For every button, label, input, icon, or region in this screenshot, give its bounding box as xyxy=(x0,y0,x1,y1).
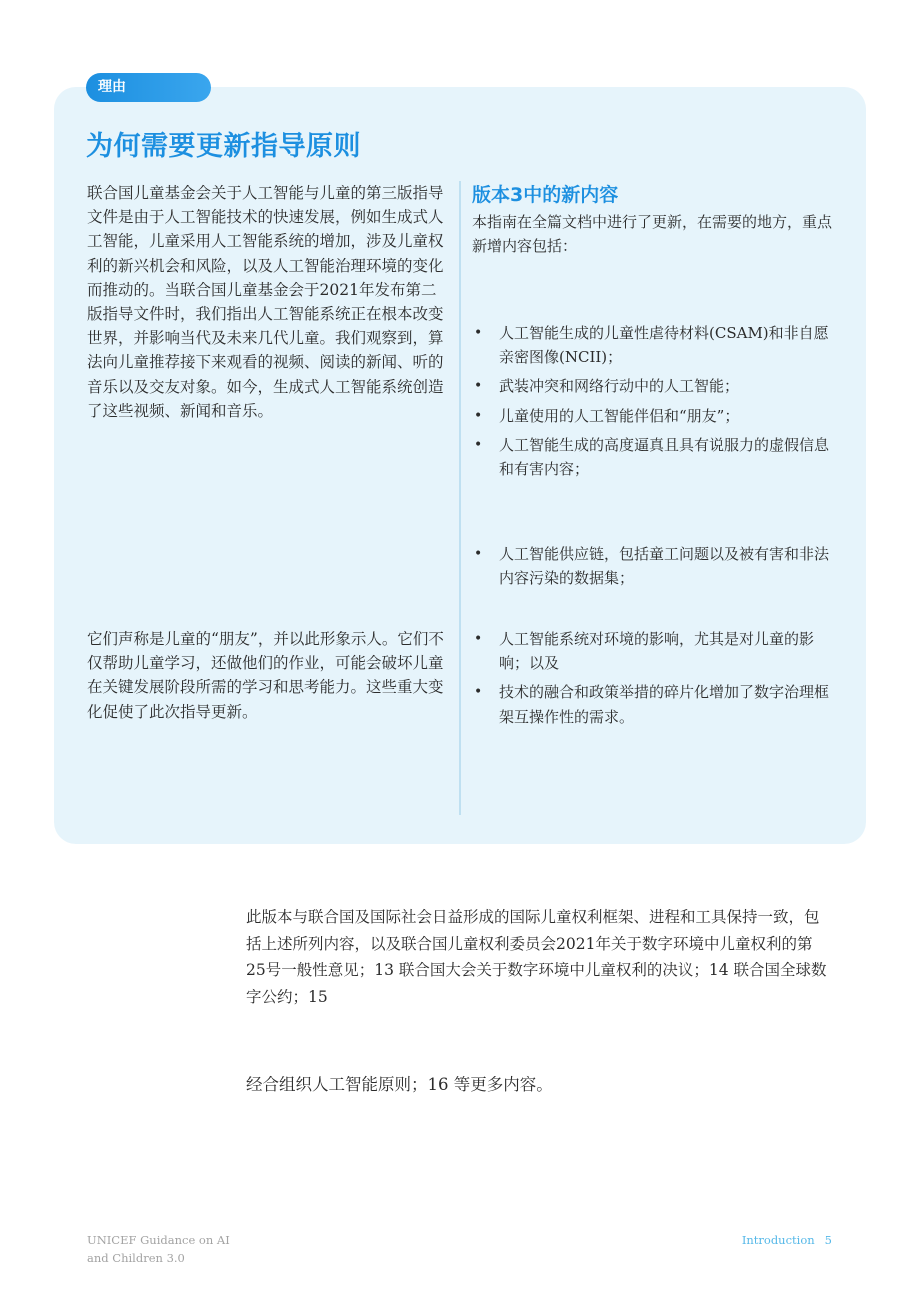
body-paragraph-2: 经合组织人工智能原则；16 等更多内容。 xyxy=(246,1075,553,1094)
bullet-icon: • xyxy=(474,325,483,341)
list-item-text: 人工智能系统对环境的影响，尤其是对儿童的影响；以及 xyxy=(499,630,815,673)
list-item xyxy=(472,680,832,728)
list-item xyxy=(472,374,832,398)
body-paragraph-1: 此版本与联合国及国际社会日益形成的国际儿童权利框架、进程和工具保持一致，包括上述所列内容，以及联合国儿童权利委员会2021年关于数字环境中儿童权利的第25号一般性意见；13 联合国大会关于数字环境中儿童权利的决议；14 联合国全球数字公约；15 xyxy=(246,908,827,1006)
list-item-text: 儿童使用的人工智能伴侣和“朋友”； xyxy=(499,406,740,425)
whats-new-intro: 本指南在全篇文档中进行了更新，在需要的地方，重点新增内容包括： xyxy=(472,213,833,256)
new-content-list-a xyxy=(472,321,832,486)
list-item xyxy=(472,433,832,481)
footer-section-link[interactable]: Introduction xyxy=(741,1233,815,1247)
list-item-text: 武装冲突和网络行动中的人工智能； xyxy=(499,377,740,396)
list-item xyxy=(472,321,832,369)
list-item-text: 人工智能生成的高度逼真且具有说服力的虚假信息和有害内容； xyxy=(499,435,830,479)
list-item xyxy=(472,627,832,675)
new-content-list-c xyxy=(472,627,832,734)
list-item xyxy=(472,404,832,428)
page-number: 5 xyxy=(824,1233,832,1247)
left-paragraph-2: 它们声称是儿童的“朋友”，并以此形象示人。它们不仅帮助儿童学习，还做他们的作业，可能会破坏儿童在关键发展阶段所需的学习和思考能力。这些重大变化促使了此次指导更新。 xyxy=(87,630,444,721)
footer-page-info xyxy=(742,1232,832,1250)
left-paragraph-1: 联合国儿童基金会关于人工智能与儿童的第三版指导文件是由于人工智能技术的快速发展，例如生成式人工智能，儿童采用人工智能系统的增加，涉及儿童权利的新兴机会和风险，以及人工智能治理环境的变化而推动的。当联合国儿童基金会于2021年发布第二版指导文件时，我们指出人工智能系统正在根本改变世界，并影响当代及未来几代儿童。我们观察到，算法向儿童推荐接下来观看的视频、阅读的新闻、听的音乐以及交友对象。如今，生成式人工智能系统创造了这些视频、新闻和音乐。 xyxy=(87,184,444,420)
bullet-icon: • xyxy=(474,684,483,701)
footer-doc-title: UNICEF Guidance on AI and Children 3.0 xyxy=(87,1233,230,1265)
bullet-icon: • xyxy=(474,407,483,424)
bullet-icon: • xyxy=(474,631,483,647)
column-divider xyxy=(459,181,461,815)
new-content-list-b xyxy=(472,542,832,595)
bullet-icon: • xyxy=(474,436,483,453)
page-title: 为何需要更新指导原则 xyxy=(86,131,361,162)
section-tag: 理由 xyxy=(86,73,211,102)
list-item-text: 人工智能供应链，包括童工问题以及被有害和非法内容污染的数据集； xyxy=(499,545,830,588)
list-item xyxy=(472,542,832,590)
whats-new-heading: 版本3中的新内容 xyxy=(472,184,619,206)
bullet-icon: • xyxy=(474,546,483,562)
bullet-icon: • xyxy=(474,378,483,395)
list-item-text: 技术的融合和政策举措的碎片化增加了数字治理框架互操作性的需求。 xyxy=(499,683,830,726)
list-item-text: 人工智能生成的儿童性虐待材料(CSAM)和非自愿亲密图像(NCII)； xyxy=(499,324,829,367)
